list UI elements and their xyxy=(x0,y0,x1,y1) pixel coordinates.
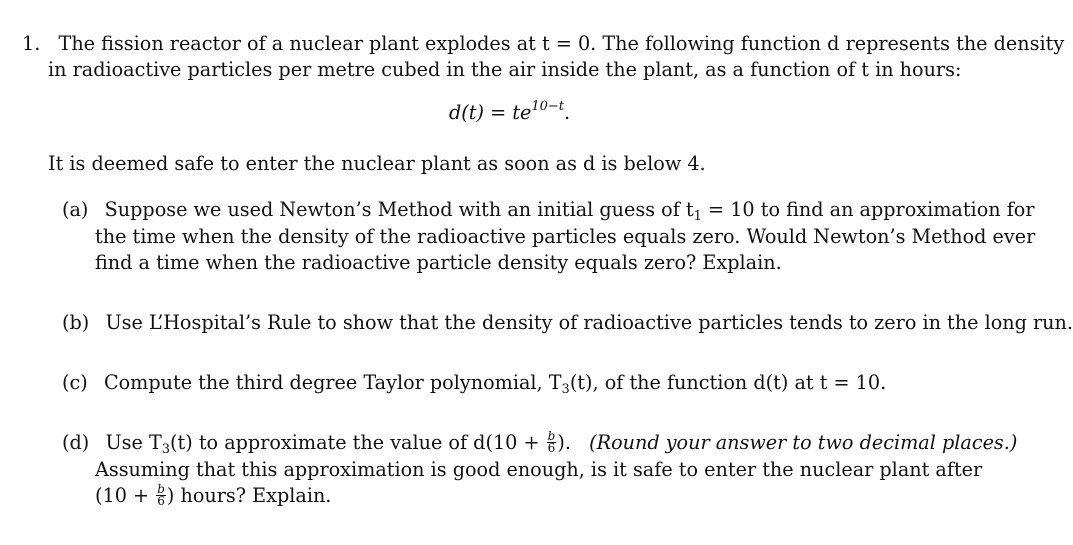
problem-intro-text-1: The fission reactor of a nuclear plant explodes at t = 0. The following function d represents the density xyxy=(58,32,1065,55)
part-d-text-3-pre: (10 + xyxy=(95,484,156,507)
part-d-label: (d) xyxy=(62,431,90,454)
part-a-subscript: 1 xyxy=(693,209,702,224)
part-c-text-pre: Compute the third degree Taylor polynomial, T xyxy=(103,371,562,394)
problem-intro-text-2: in radioactive particles per metre cubed in the air inside the plant, as a function of t in hours: xyxy=(48,58,962,81)
part-a-text-3: find a time when the radioactive particle density equals zero? Explain. xyxy=(95,251,782,274)
safety-condition xyxy=(48,153,706,175)
part-b-line-1 xyxy=(62,312,1073,334)
equation-lhs: d(t) = te xyxy=(449,101,532,124)
part-c-subscript: 3 xyxy=(561,382,570,397)
part-a-line-3 xyxy=(95,252,782,274)
equation-period: . xyxy=(563,101,571,124)
part-d-subscript: 3 xyxy=(161,442,171,457)
equation-exponent: 10−t xyxy=(531,99,564,114)
part-a-line-2 xyxy=(95,226,1035,248)
part-d-fraction xyxy=(547,428,557,455)
part-d-text-2: Assuming that this approximation is good enough, is it safe to enter the nuclear plant after xyxy=(95,458,983,481)
part-c-text-mid: (t), of the function d(t) at t = 10. xyxy=(569,371,887,394)
safety-condition-text: It is deemed safe to enter the nuclear plant as soon as d is below 4. xyxy=(48,152,706,175)
part-d-line-1 xyxy=(62,428,1018,457)
part-a-text-1-post: = 10 to find an approximation for xyxy=(701,198,1035,221)
part-d-fraction-denominator: 6 xyxy=(547,440,556,455)
part-a-line-1 xyxy=(62,199,1035,224)
part-c-line-1 xyxy=(62,372,886,397)
part-d-text-pre: Use T xyxy=(105,431,162,454)
part-d-fraction-2-numerator: b xyxy=(157,481,165,496)
part-d-fraction-2 xyxy=(156,481,166,508)
problem-intro-line-2 xyxy=(48,59,961,81)
part-d-line-3 xyxy=(95,481,332,509)
part-d-fraction-2-denominator: 6 xyxy=(157,493,165,508)
problem-number: 1. xyxy=(22,32,41,55)
density-equation xyxy=(449,99,571,127)
part-d-text-close: ). xyxy=(557,431,571,454)
part-d-text-3-post: ) hours? Explain. xyxy=(166,484,332,507)
part-d-text-mid: (t) to approximate the value of d(10 + xyxy=(170,431,546,454)
part-d-line-2 xyxy=(95,459,982,481)
part-b-text: Use L’Hospital’s Rule to show that the density of radioactive particles tends to zero in the long run. xyxy=(105,311,1073,334)
part-d-fraction-numerator: b xyxy=(547,428,556,443)
part-a-text-1-pre: Suppose we used Newton’s Method with an initial guess of t xyxy=(104,198,694,221)
part-d-rounding-note: (Round your answer to two decimal places.) xyxy=(589,431,1018,454)
problem-intro-line-1 xyxy=(22,33,1064,55)
part-a-text-2: the time when the density of the radioactive particles equals zero. Would Newton’s Method ever xyxy=(95,225,1036,248)
part-b-label: (b) xyxy=(62,311,90,334)
part-a-label: (a) xyxy=(62,198,89,221)
part-c-label: (c) xyxy=(62,371,88,394)
